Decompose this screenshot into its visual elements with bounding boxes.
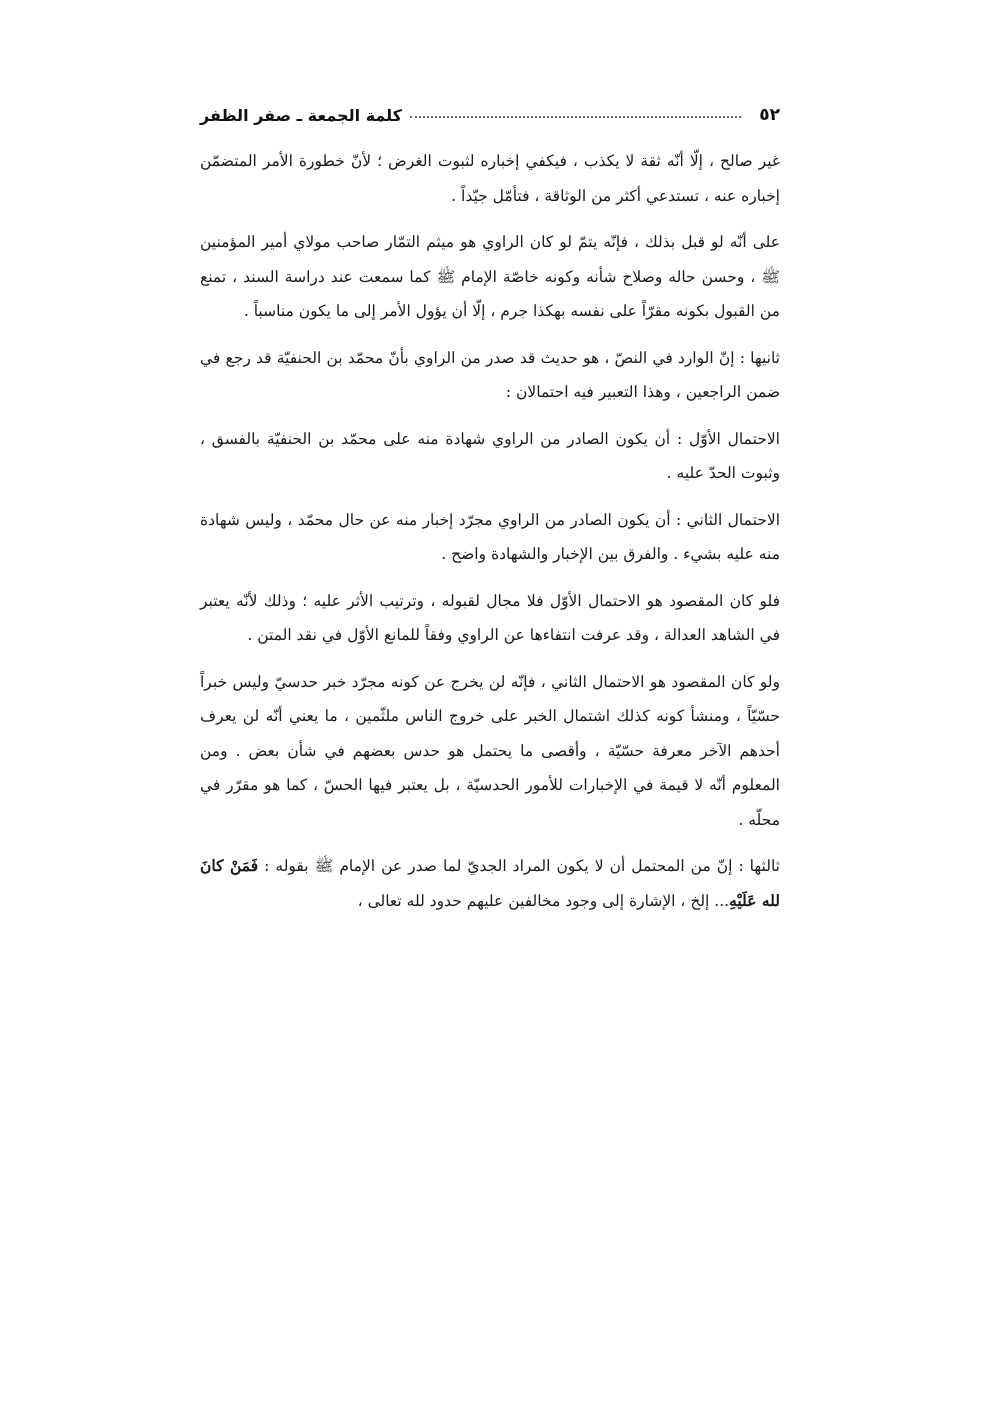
page	[200, 98, 780, 930]
paragraph-1: غير صالح ، إلّا أنّه ثقة لا يكذب ، فيكفي إخباره لثبوت الغرض ؛ لأنّ خطورة الأمر المتضمّن إخباره عنه ، تستدعي أكثر من الوثاقة ، فتأمّل جيّداً .	[200, 152, 780, 205]
paragraph-5: الاحتمال الثاني : أن يكون الصادر من الراوي مجرّد إخبار منه عن حال محمّد ، وليس شهادة منه عليه بشيء . والفرق بين الإخبار والشهادة واضح .	[200, 510, 780, 563]
paragraph-2: على أنّه لو قبل بذلك ، فإنّه يتمّ لو كان الراوي هو ميثم التمّار صاحب مولاي أمير المؤمنين ﷺ ، وحسن حاله وصلاح شأنه وكونه خاصّة الإمام ﷺ كما سمعت عند دراسة السند ، تمنع من القبول بكونه مقرّاً على نفسه بهكذا جرم ، إلّا أن يؤول الأمر إلى ما يكون مناسباً .	[200, 233, 780, 320]
paragraph-4: الاحتمال الأوّل : أن يكون الصادر من الراوي شهادة منه على محمّد بن الحنفيّة بالفسق ، وثبوت الحدّ عليه .	[200, 429, 780, 482]
page-header	[200, 98, 780, 132]
page-number: ٥٢	[759, 105, 780, 125]
quran-quote: فَمَنْ كانَ لله عَلَيْهِ	[200, 856, 780, 910]
paragraph-8	[200, 849, 780, 918]
paragraph-6: فلو كان المقصود هو الاحتمال الأوّل فلا مجال لقبوله ، وترتيب الأثر عليه ؛ وذلك لأنّه يعتبر في الشاهد العدالة ، وقد عرفت انتفاءها عن الراوي وفقاً للمانع الأوّل في نقد المتن .	[200, 591, 780, 644]
paragraph-3: ثانيها : إنّ الوارد في النصّ ، هو حديث قد صدر من الراوي بأنّ محمّد بن الحنفيّة قد رجع في ضمن الراجعين ، وهذا التعبير فيه احتمالان :	[200, 348, 780, 401]
running-title: كلمة الجمعة ـ صفر الظفر	[200, 105, 402, 125]
header-dotted-leader	[410, 116, 741, 118]
paragraph-8-continuation: ... إلخ ، الإشارة إلى وجود مخالفين عليهم حدود لله تعالى ،	[357, 891, 730, 910]
paragraph-8-text: ثالثها : إنّ من المحتمل أن لا يكون المراد الجديّ لما صدر عن الإمام ﷺ بقوله :	[264, 857, 780, 875]
paragraph-7: ولو كان المقصود هو الاحتمال الثاني ، فإنّه لن يخرج عن كونه مجرّد خبر حدسيّ وليس خبراً حسّيّاً ، ومنشأ كونه كذلك اشتمال الخبر على خروج الناس ملثّمين ، ما يعني أنّه لن يعرف أحدهم الآخر معرفة حسّيّة ، وأقصى ما يحتمل هو حدس بعضهم في شأن بعض . ومن المعلوم أنّه لا قيمة في الإخبارات للأمور الحدسيّة ، بل يعتبر فيها الحسّ ، كما هو مقرّر في محلّه .	[200, 672, 780, 829]
